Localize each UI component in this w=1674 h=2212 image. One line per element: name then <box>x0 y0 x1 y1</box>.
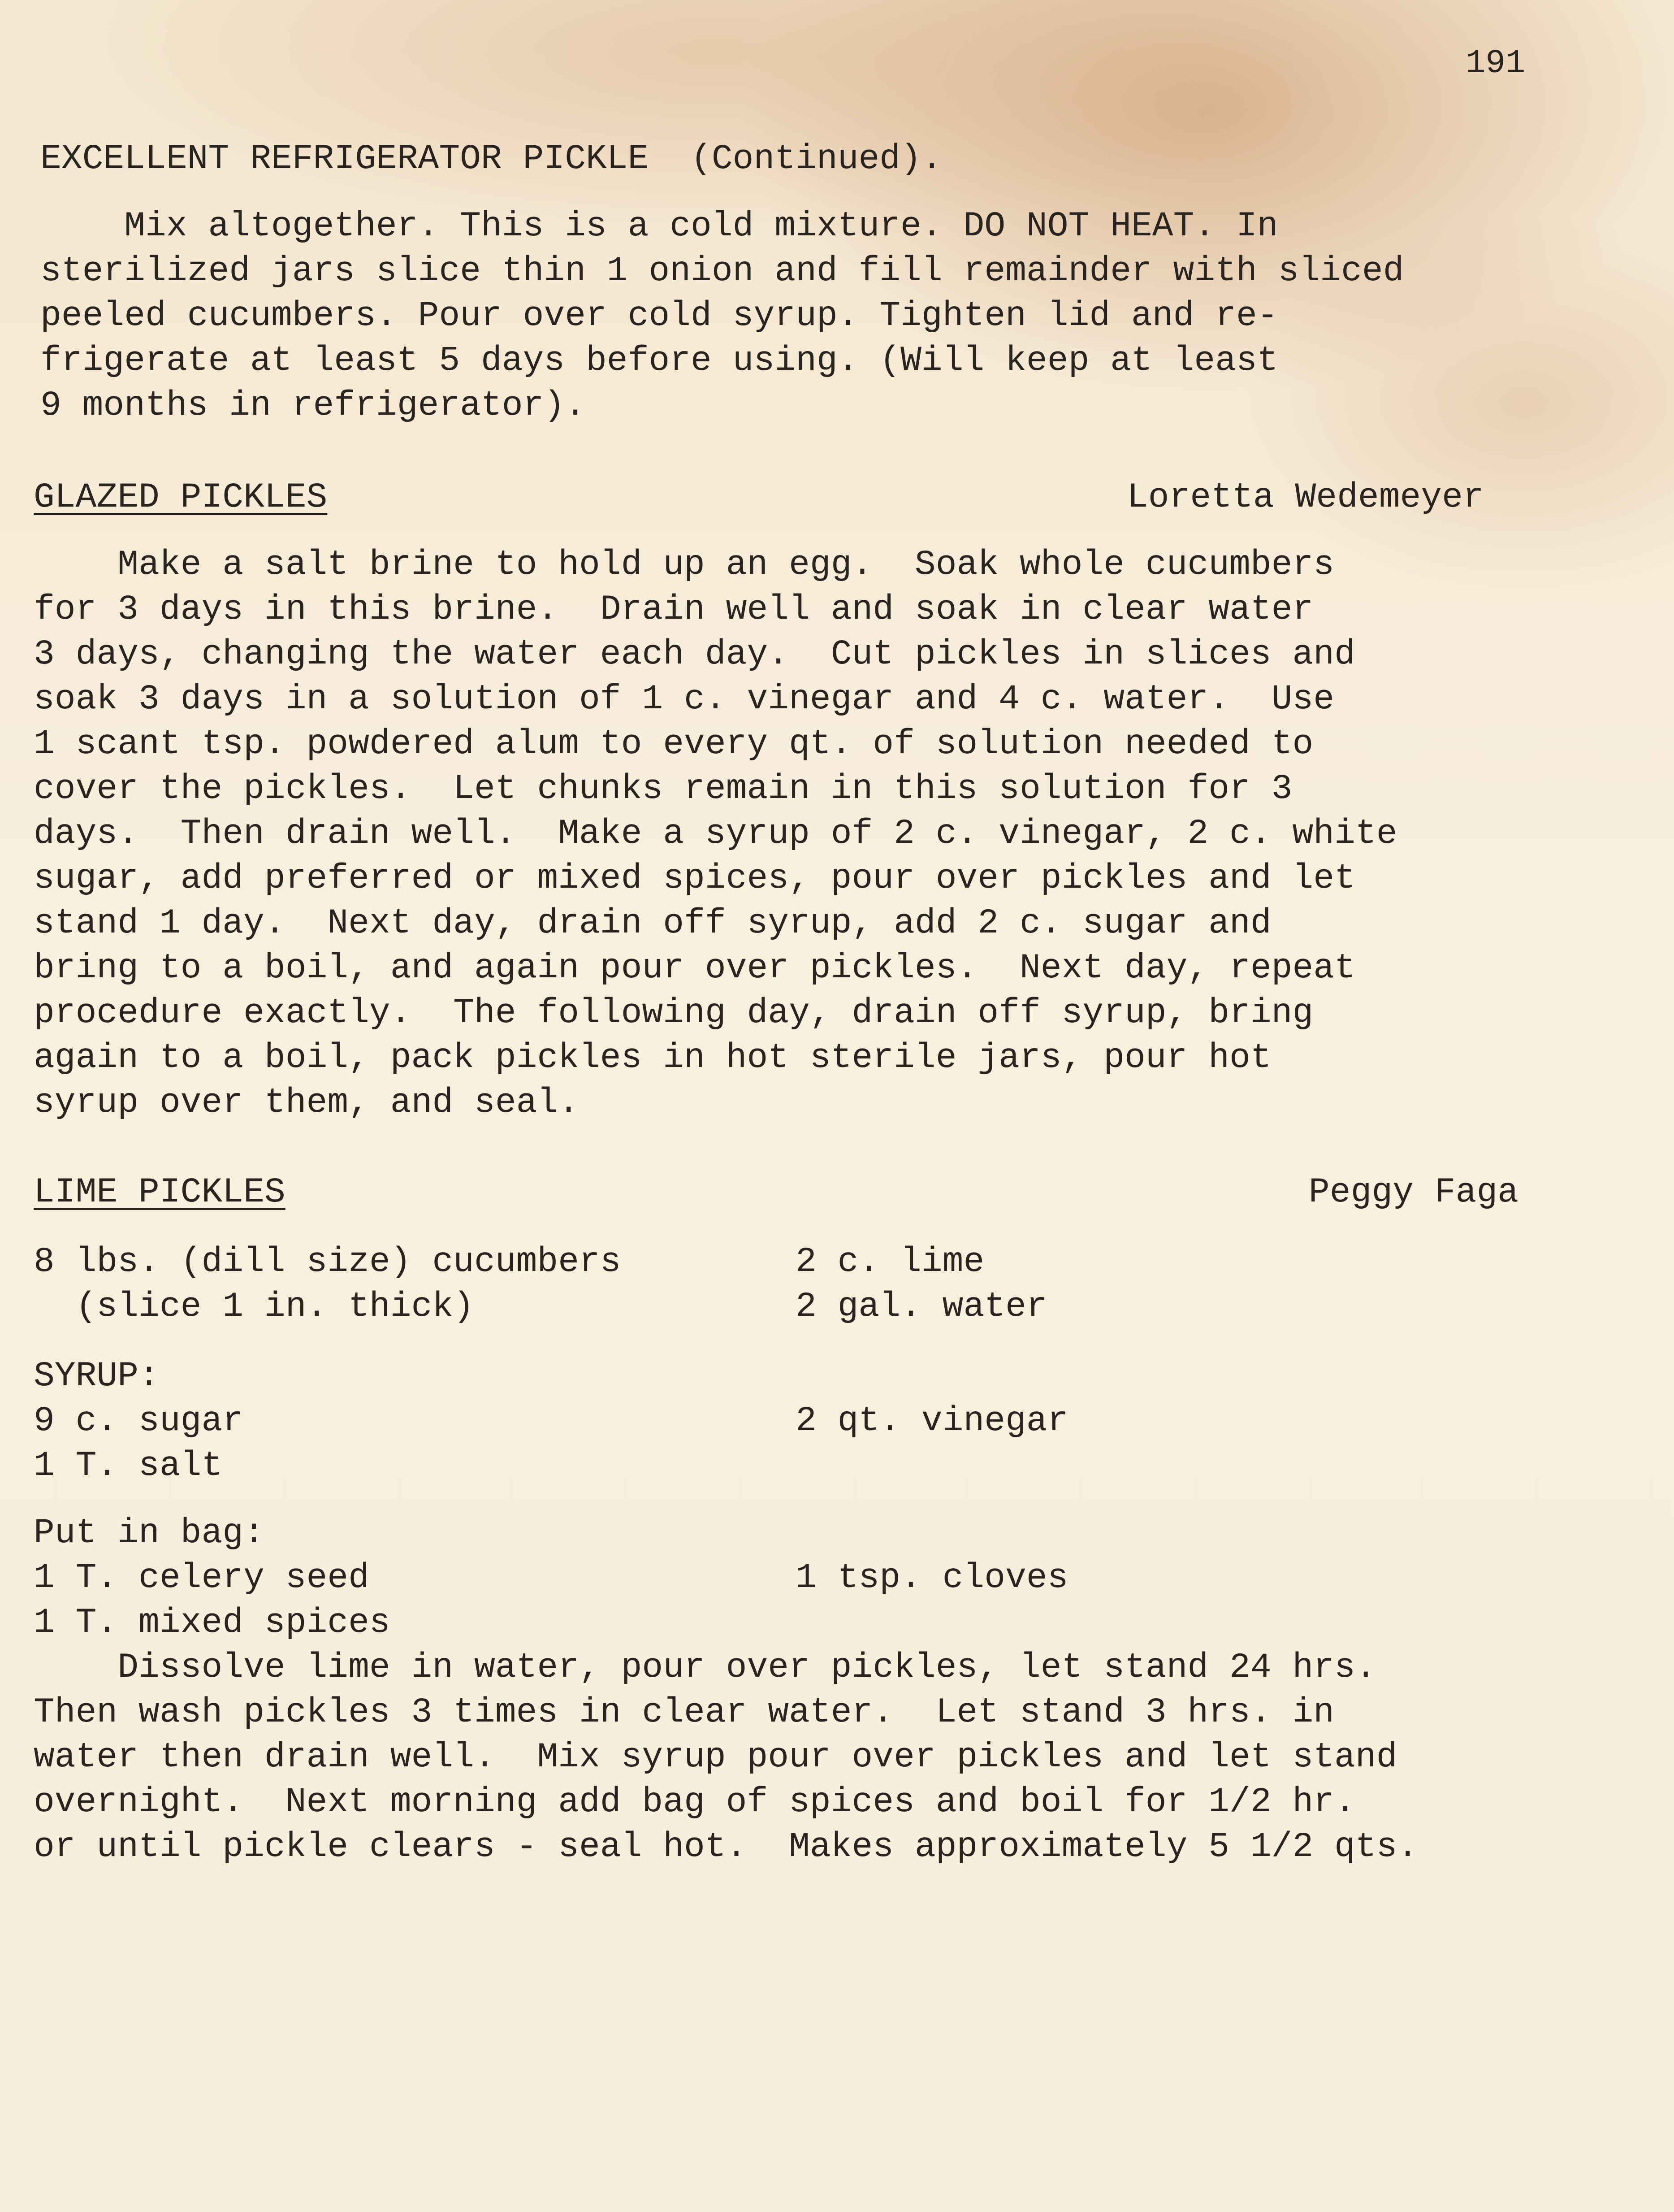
ingredient-right-1: 2 c. lime <box>796 1242 985 1282</box>
glazed-line-3: 3 days, changing the water each day. Cut pickles in slices and <box>34 635 1355 674</box>
glazed-line-10: bring to a boil, and again pour over pickles. Next day, repeat <box>34 949 1355 988</box>
refrigerator-line-2: sterilized jars slice thin 1 onion and fill remainder with sliced <box>40 252 1404 291</box>
bag-left-1: 1 T. celery seed <box>34 1558 369 1598</box>
glazed-line-8: sugar, add preferred or mixed spices, pour over pickles and let <box>34 859 1355 898</box>
bag-right-1: 1 tsp. cloves <box>796 1558 1068 1598</box>
glazed-line-12: again to a boil, pack pickles in hot sterile jars, pour hot <box>34 1038 1272 1078</box>
ingredient-left-2: (slice 1 in. thick) <box>34 1287 474 1327</box>
lime-line-5: or until pickle clears - seal hot. Makes approximately 5 1/2 qts. <box>34 1827 1419 1867</box>
glazed-line-1: Make a salt brine to hold up an egg. Soak whole cucumbers <box>34 545 1335 585</box>
glazed-line-5: 1 scant tsp. powdered alum to every qt. of solution needed to <box>34 724 1314 764</box>
glazed-line-9: stand 1 day. Next day, drain off syrup, add 2 c. sugar and <box>34 904 1272 943</box>
syrup-left-2: 1 T. salt <box>34 1446 223 1486</box>
lime-pickles-title: LIME PICKLES <box>34 1173 285 1212</box>
lime-line-4: overnight. Next morning add bag of spices and boil for 1/2 hr. <box>34 1783 1355 1822</box>
refrigerator-line-3: peeled cucumbers. Pour over cold syrup. Tighten lid and re- <box>40 296 1278 336</box>
glazed-line-7: days. Then drain well. Make a syrup of 2 c. vinegar, 2 c. white <box>34 814 1397 854</box>
ingredient-right-2: 2 gal. water <box>796 1287 1047 1327</box>
lime-line-3: water then drain well. Mix syrup pour over pickles and let stand <box>34 1738 1397 1777</box>
lime-line-2: Then wash pickles 3 times in clear water. Let stand 3 hrs. in <box>34 1693 1335 1732</box>
lime-pickles-author: Peggy Faga <box>1309 1173 1519 1212</box>
continued-recipe-title: EXCELLENT REFRIGERATOR PICKLE (Continued). <box>40 139 943 179</box>
syrup-right-1: 2 qt. vinegar <box>796 1401 1068 1441</box>
refrigerator-line-4: frigerate at least 5 days before using. (Will keep at least <box>40 341 1278 381</box>
refrigerator-line-1: Mix altogether. This is a cold mixture. DO NOT HEAT. In <box>40 207 1278 246</box>
bag-label: Put in bag: <box>34 1514 264 1553</box>
lime-line-1: Dissolve lime in water, pour over pickles, let stand 24 hrs. <box>34 1648 1376 1687</box>
bag-left-2: 1 T. mixed spices <box>34 1603 390 1643</box>
syrup-label: SYRUP: <box>34 1357 160 1396</box>
glazed-pickles-author: Loretta Wedemeyer <box>1127 478 1484 517</box>
glazed-line-11: procedure exactly. The following day, drain off syrup, bring <box>34 993 1314 1033</box>
glazed-line-13: syrup over them, and seal. <box>34 1083 579 1123</box>
glazed-line-6: cover the pickles. Let chunks remain in this solution for 3 <box>34 769 1293 809</box>
glazed-line-4: soak 3 days in a solution of 1 c. vinegar and 4 c. water. Use <box>34 680 1335 719</box>
ingredient-left-1: 8 lbs. (dill size) cucumbers <box>34 1242 621 1282</box>
refrigerator-line-5: 9 months in refrigerator). <box>40 386 586 425</box>
syrup-left-1: 9 c. sugar <box>34 1401 244 1441</box>
page-number: 191 <box>1466 45 1526 82</box>
glazed-line-2: for 3 days in this brine. Drain well and soak in clear water <box>34 590 1314 629</box>
glazed-pickles-title: GLAZED PICKLES <box>34 478 328 517</box>
